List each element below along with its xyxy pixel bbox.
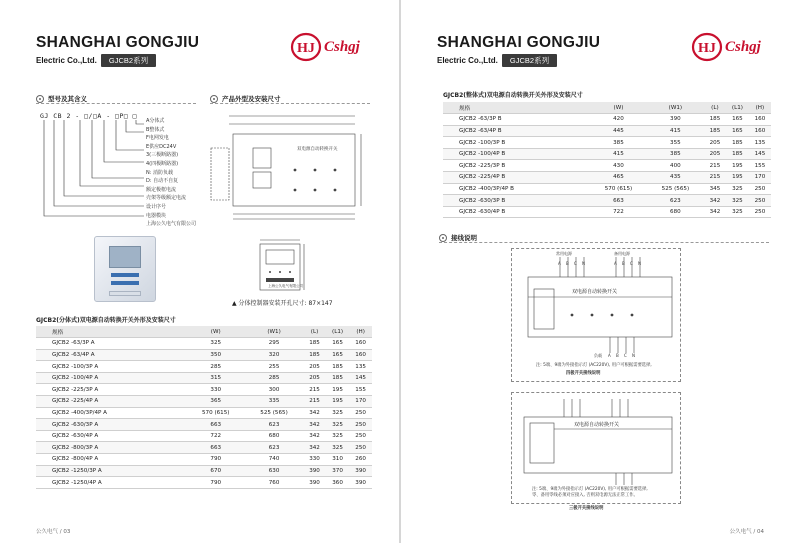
svg-text:双电源自动转换开关: 双电源自动转换开关 [572,289,618,295]
table-cell: 145 [749,148,771,160]
svg-text:N: N [582,261,585,266]
table-cell: 185 [303,349,326,361]
svg-text:负载: 负载 [594,353,602,358]
table-cell: 325 [326,430,349,442]
table-cell: 185 [326,361,349,373]
table-cell: GJCB2 -63/3P A [36,338,187,350]
table-cell: 385 [590,137,647,149]
table-cell: 300 [245,384,303,396]
table-cell: 325 [726,206,749,218]
table-cell: 215 [704,160,726,172]
table-cell: 250 [749,206,771,218]
table-cell: 370 [326,465,349,477]
svg-text:B: B [566,261,569,266]
table-cell: GJCB2 -630/4P A [36,430,187,442]
table-cell: 663 [187,419,245,431]
table-row [36,407,372,419]
table-cell: 250 [349,430,372,442]
left-table-body [36,338,372,489]
table-cell: 680 [647,206,704,218]
svg-text:常用电源: 常用电源 [556,251,572,256]
table-cell: 285 [187,361,245,373]
hj-logo-icon [290,32,322,62]
svg-text:双电源自动转换开关: 双电源自动转换开关 [297,147,338,152]
table-cell: 570 (615) [590,183,647,195]
table-cell: 325 [326,419,349,431]
wiring-diagram-3pole [511,392,681,504]
table-row [36,465,372,477]
table-cell: 525 (565) [245,407,303,419]
table-row [443,195,771,207]
table-cell: 325 [187,338,245,350]
brand-subtitle: Electric Co.,Ltd. [36,56,97,65]
table-header-row: 规格 (W) (W1) (L) (L1) (H) [443,102,771,114]
table-cell: GJCB2 -63/4P B [443,125,590,137]
table-row [36,349,372,361]
table-cell: GJCB2 -400/3P/4P B [443,183,590,195]
table-cell: 630 [245,465,303,477]
table-cell: GJCB2 -100/4P A [36,372,187,384]
table-cell: 185 [726,137,749,149]
table-cell: 420 [590,114,647,126]
table-cell: 165 [326,349,349,361]
table-row [36,442,372,454]
table-cell: 663 [590,195,647,207]
table-cell: GJCB2 -400/3P/4P A [36,407,187,419]
table-cell: 195 [726,172,749,184]
table-cell: GJCB2 -225/3P A [36,384,187,396]
table-cell: 623 [245,442,303,454]
table-cell: GJCB2 -1250/3P A [36,465,187,477]
table-cell: 680 [245,430,303,442]
table-cell: GJCB2 -225/3P B [443,160,590,172]
table-cell: 205 [303,372,326,384]
logo-text: Cshgj [725,38,761,55]
svg-text:备用电源: 备用电源 [614,251,630,256]
series-tag: GJCB2系列 [502,54,557,67]
table-cell: 185 [704,114,726,126]
svg-text:A: A [608,353,611,358]
left-spec-table [36,326,372,489]
table-cell: 185 [326,372,349,384]
table-cell: GJCB2 -100/4P B [443,148,590,160]
brand-block [437,34,600,67]
table-cell: 195 [326,396,349,408]
table-cell: 205 [704,137,726,149]
diagram2-caption: 三极开关接线说明 [569,506,604,511]
diagram1-note: 注: 5端、9端为外接指示灯 (AC220V), 用户可根据需要选择, [536,363,652,368]
svg-text:B: B [616,353,619,358]
table-cell: GJCB2 -1250/4P A [36,477,187,489]
table-cell: 360 [326,477,349,489]
table-cell: 345 [704,183,726,195]
table-cell: 325 [326,407,349,419]
table-cell: GJCB2 -630/4P B [443,206,590,218]
table-cell: GJCB2 -630/3P A [36,419,187,431]
svg-text:HJ: HJ [698,41,716,56]
table-cell: 160 [749,114,771,126]
left-page [0,0,399,543]
company-logo [691,30,776,64]
table-cell: 350 [187,349,245,361]
table-cell: GJCB2 -630/3P B [443,195,590,207]
svg-text:C: C [630,261,633,266]
table-cell: 390 [349,465,372,477]
section-bullet-icon [439,234,447,242]
table-header-row: 规格 (W) (W1) (L) (L1) (H) [36,326,372,338]
table-row [443,125,771,137]
table-cell: 325 [726,195,749,207]
table-cell: GJCB2 -225/4P B [443,172,590,184]
wiring-diagram-4pole [511,248,681,382]
table-cell: 215 [303,384,326,396]
table-cell: 285 [245,372,303,384]
model-code-diagram [40,120,150,220]
table-row [443,148,771,160]
table-cell: 740 [245,454,303,466]
table-row [36,372,372,384]
table-cell: 185 [726,148,749,160]
table-row [36,454,372,466]
table-cell: 320 [245,349,303,361]
table-cell: 135 [749,137,771,149]
table-row [36,361,372,373]
table-cell: GJCB2 -800/3P A [36,442,187,454]
table-cell: 165 [726,125,749,137]
table-cell: 165 [326,338,349,350]
table-cell: 525 (565) [647,183,704,195]
table-row [443,183,771,195]
table-cell: 165 [726,114,749,126]
table-cell: 160 [349,338,372,350]
table-row [36,419,372,431]
table-cell: 325 [726,183,749,195]
table-row [36,396,372,408]
table-cell: 250 [749,183,771,195]
table-cell: 390 [303,465,326,477]
table-cell: 390 [349,477,372,489]
table-row [443,114,771,126]
brand-subtitle: Electric Co.,Ltd. [437,56,498,65]
controller-screen [109,246,141,268]
table-cell: 790 [187,477,245,489]
table-cell: 295 [245,338,303,350]
controller-photo [94,236,156,302]
table-row [36,338,372,350]
table-cell: 365 [187,396,245,408]
table-cell: 250 [749,195,771,207]
table-cell: 325 [326,442,349,454]
brand-name: SHANGHAI GONGJIU [437,34,601,51]
right-table-title: GJCB2(整体式)双电源自动转换开关外形及安装尺寸 [443,92,583,99]
table-row [443,172,771,184]
section-bullet-icon [36,95,44,103]
table-cell: 250 [349,419,372,431]
brand-name: SHANGHAI GONGJIU [36,34,200,51]
panel-cutout-drawing [240,238,340,296]
left-table-title: GJCB2(分体式)双电源自动转换开关外形及安装尺寸 [36,317,176,324]
table-cell: 185 [303,338,326,350]
table-cell: 160 [749,125,771,137]
model-code: GJ CB 2 - □/□A - □P□ □ [40,112,138,120]
table-cell: GJCB2 -100/3P B [443,137,590,149]
table-cell: 623 [647,195,704,207]
svg-text:N: N [632,353,635,358]
company-logo [290,30,375,64]
diagram2-note: 注: 5端、9端为外接指示灯 (AC220V), 用户可根据需要选择, [532,487,648,492]
right-table-body [443,114,771,218]
table-cell: 155 [749,160,771,172]
table-cell: 722 [187,430,245,442]
table-cell: GJCB2 -225/4P A [36,396,187,408]
table-cell: 155 [349,384,372,396]
left-footer: 公久电气 / 03 [36,529,71,535]
table-cell: 342 [704,195,726,207]
logo-text: Cshgj [324,38,360,55]
section-dimensions: 产品外型及安装尺寸 [210,94,281,103]
table-cell: 570 (615) [187,407,245,419]
table-cell: 255 [245,361,303,373]
table-cell: 435 [647,172,704,184]
device-outline-drawing [205,108,365,223]
table-cell: GJCB2 -100/3P A [36,361,187,373]
table-row [36,477,372,489]
table-cell: GJCB2 -800/4P A [36,454,187,466]
section-wiring: 接线说明 [439,233,477,242]
series-tag: GJCB2系列 [101,54,156,67]
table-cell: 400 [647,160,704,172]
table-cell: 215 [303,396,326,408]
table-cell: 250 [349,407,372,419]
svg-text:A: A [614,261,617,266]
table-cell: 355 [647,137,704,149]
table-cell: 195 [726,160,749,172]
table-row [443,137,771,149]
svg-text:双电源自动转换开关: 双电源自动转换开关 [574,422,620,428]
table-cell: 663 [187,442,245,454]
table-cell: 342 [303,419,326,431]
table-cell: 390 [647,114,704,126]
table-cell: 260 [349,454,372,466]
table-cell: 170 [349,396,372,408]
svg-text:A: A [558,261,561,266]
table-cell: 205 [704,148,726,160]
hj-logo-icon [691,32,723,62]
table-cell: 250 [349,442,372,454]
table-cell: 445 [590,125,647,137]
table-cell: 415 [647,125,704,137]
table-cell: 330 [303,454,326,466]
table-cell: 670 [187,465,245,477]
table-cell: 722 [590,206,647,218]
table-cell: 623 [245,419,303,431]
table-cell: 315 [187,372,245,384]
svg-text:C: C [624,353,627,358]
table-cell: GJCB2 -63/3P B [443,114,590,126]
svg-text:HJ: HJ [297,41,315,56]
table-cell: 342 [303,430,326,442]
table-cell: 342 [704,206,726,218]
section-model-meaning: 型号及其含义 [36,94,87,103]
table-cell: 215 [704,172,726,184]
svg-text:B: B [622,261,625,266]
table-cell: 145 [349,372,372,384]
table-cell: 205 [303,361,326,373]
panel-caption: ▲ 分体控制器安装开孔尺寸: 87×147 [232,300,333,307]
table-cell: 342 [303,442,326,454]
section-bullet-icon [210,95,218,103]
table-cell: 335 [245,396,303,408]
table-cell: 465 [590,172,647,184]
table-cell: 760 [245,477,303,489]
table-cell: 390 [303,477,326,489]
right-spec-table [443,102,771,218]
table-cell: 415 [590,148,647,160]
table-cell: 330 [187,384,245,396]
table-cell: GJCB2 -63/4P A [36,349,187,361]
table-cell: 195 [326,384,349,396]
svg-text:C: C [574,261,577,266]
diagram1-caption: 四极开关接线说明 [566,371,601,376]
table-cell: 185 [704,125,726,137]
table-cell: 790 [187,454,245,466]
svg-text:上海公久电气有限公司: 上海公久电气有限公司 [268,284,303,288]
table-row [36,384,372,396]
table-cell: 160 [349,349,372,361]
table-cell: 310 [326,454,349,466]
table-cell: 170 [749,172,771,184]
brand-block [36,34,199,67]
table-row [443,160,771,172]
table-row [36,430,372,442]
table-cell: 385 [647,148,704,160]
table-cell: 342 [303,407,326,419]
diagram2-note2: 零、备用零线必须对应接入, 否则双电源无法正常工作。 [532,493,638,498]
table-cell: 135 [349,361,372,373]
right-footer: 公久电气 / 04 [729,529,764,535]
model-legend: A分体式 B整体式 F电网发电 E供应DC24V 3(三极断路器) 4(四极断路器) N: 消防负载 D: 自动不自复 额定极框电流 壳架等级额定电流 设计序号 电器模块 上海公久电气有限公司 [146,118,197,228]
right-page [401,0,800,543]
table-row [443,206,771,218]
svg-text:N: N [638,261,641,266]
table-cell: 430 [590,160,647,172]
